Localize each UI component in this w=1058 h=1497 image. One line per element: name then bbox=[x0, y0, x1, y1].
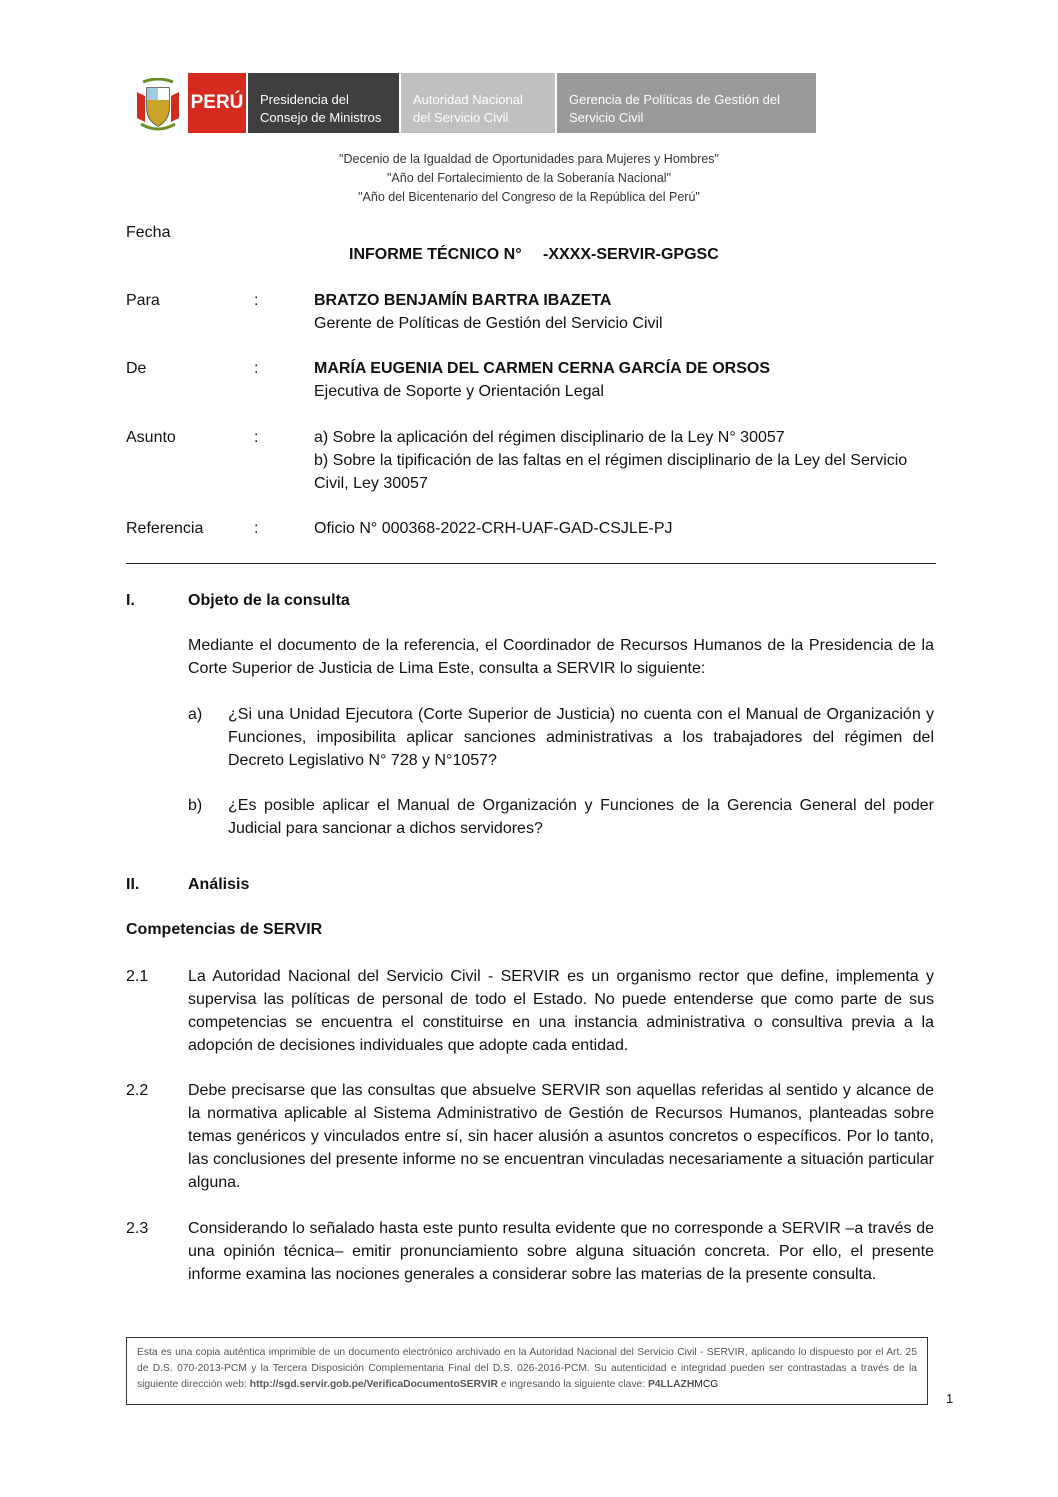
asunto-item-b: b) Sobre la tipificación de las faltas en el régimen disciplinario de la Ley del Servicio Civil, Ley 30057 bbox=[314, 452, 908, 492]
question-b-text: ¿Es posible aplicar el Manual de Organización y Funciones de la Gerencia General del poder Judicial para sancionar a dichos servidores? bbox=[228, 797, 934, 837]
verification-key-suffix: MCG bbox=[694, 1379, 719, 1390]
referencia-colon: : bbox=[254, 520, 259, 537]
paragraph-2-3-number: 2.3 bbox=[126, 1220, 149, 1237]
institution-servir: Autoridad Nacional del Servicio Civil bbox=[401, 73, 555, 133]
notice-text: Esta es una copia auténtica imprimible de un documento electrónico archivado en la Autoridad Nacional del Servicio Civil - SERVIR, aplicando lo dispuesto por el Art. 25 de D.S. 070-2013-PCM y la Tercera Disposición Complementaria Final del D.S. 026-2016-PCM. Su autenticidad e integridad pueden ser contrastadas a través de la siguiente dirección web: bbox=[137, 1347, 917, 1390]
asunto-item-a: a) Sobre la aplicación del régimen disciplinario de la Ley N° 30057 bbox=[314, 429, 785, 446]
referencia-label: Referencia bbox=[126, 520, 204, 537]
recipient-name: BRATZO BENJAMÍN BARTRA IBAZETA bbox=[314, 292, 612, 309]
slogan-decade: "Decenio de la Igualdad de Oportunidades para Mujeres y Hombres" bbox=[339, 152, 719, 166]
para-label: Para bbox=[126, 292, 160, 309]
recipient-role: Gerente de Políticas de Gestión del Servicio Civil bbox=[314, 315, 663, 332]
verification-key: P4LLAZH bbox=[647, 1379, 695, 1390]
peru-coat-of-arms-icon bbox=[135, 78, 181, 132]
de-colon: : bbox=[254, 360, 259, 377]
institution-pcm: Presidencia del Consejo de Ministros bbox=[248, 73, 399, 133]
authenticity-notice bbox=[126, 1337, 928, 1405]
fecha-label: Fecha bbox=[126, 224, 171, 241]
question-b-label: b) bbox=[188, 797, 203, 814]
notice-text-key: e ingresando la siguiente clave: bbox=[500, 1379, 646, 1390]
para-colon: : bbox=[254, 292, 259, 309]
header-divider bbox=[126, 563, 936, 564]
section-1-number: I. bbox=[126, 592, 135, 609]
asunto-value bbox=[314, 426, 944, 495]
paragraph-2-3-text: Considerando lo señalado hasta este punto resulta evidente que no corresponde a SERVIR –a través de una opinión técnica– emitir pronunciamiento sobre alguna situación concreta. Por ello, el presente informe examina las nociones generales a considerar sobre las materias de la presente consulta. bbox=[188, 1220, 934, 1283]
report-title-right: -XXXX-SERVIR-GPGSC bbox=[543, 246, 719, 263]
sender-role: Ejecutiva de Soporte y Orientación Legal bbox=[314, 383, 604, 400]
section-2-number: II. bbox=[126, 876, 140, 893]
sender-name: MARÍA EUGENIA DEL CARMEN CERNA GARCÍA DE ORSOS bbox=[314, 360, 771, 377]
paragraph-2-1-number: 2.1 bbox=[126, 968, 149, 985]
page-number: 1 bbox=[946, 1391, 954, 1406]
question-a-text: ¿Si una Unidad Ejecutora (Corte Superior de Justicia) no cuenta con el Manual de Organización y Funciones, imposibilita aplicar sanciones administrativas a los trabajadores del régimen del Decreto Legislativo N° 728 y N°1057? bbox=[228, 706, 934, 769]
section-1-title: Objeto de la consulta bbox=[188, 592, 350, 609]
slogan-bicentenary: "Año del Bicentenario del Congreso de la República del Perú" bbox=[358, 190, 700, 204]
de-sender bbox=[314, 357, 944, 403]
asunto-label: Asunto bbox=[126, 429, 176, 446]
institution-gpgsc: Gerencia de Políticas de Gestión del Servicio Civil bbox=[557, 73, 816, 133]
para-recipient bbox=[314, 289, 944, 335]
referencia-value: Oficio N° 000368-2022-CRH-UAF-GAD-CSJLE-PJ bbox=[314, 520, 673, 537]
paragraph-2-1-text: La Autoridad Nacional del Servicio Civil - SERVIR es un organismo rector que define, implementa y supervisa las políticas de personal de todo el Estado. No puede entenderse que como parte de sus competencias se encuentra el constituirse en una instancia administrativa o consultiva previa a la adopción de decisiones individuales que adopte cada entidad. bbox=[188, 968, 934, 1054]
slogans bbox=[0, 150, 1058, 207]
verification-url[interactable]: http://sgd.servir.gob.pe/VerificaDocumentoSERVIR bbox=[249, 1379, 498, 1390]
section-2-subtitle: Competencias de SERVIR bbox=[126, 921, 323, 938]
question-a-label: a) bbox=[188, 706, 203, 723]
peru-logo: PERÚ bbox=[188, 73, 246, 133]
paragraph-2-2-number: 2.2 bbox=[126, 1082, 149, 1099]
asunto-colon: : bbox=[254, 429, 259, 446]
slogan-year: "Año del Fortalecimiento de la Soberanía Nacional" bbox=[386, 171, 672, 185]
de-label: De bbox=[126, 360, 147, 377]
section-1-intro: Mediante el documento de la referencia, el Coordinador de Recursos Humanos de la Presidencia de la Corte Superior de Justicia de Lima Este, consulta a SERVIR lo siguiente: bbox=[188, 637, 934, 677]
report-title-left: INFORME TÉCNICO N° bbox=[349, 246, 522, 263]
paragraph-2-2-text: Debe precisarse que las consultas que absuelve SERVIR son aquellas referidas al sentido y alcance de la normativa aplicable al Sistema Administrativo de Gestión de Recursos Humanos, planteadas sobre temas genéricos y vinculados entre sí, sin hacer alusión a asuntos concretos o específicos. Por lo tanto, las conclusiones del presente informe no se encuentran vinculadas necesariamente a situación particular alguna. bbox=[188, 1082, 934, 1191]
section-2-title: Análisis bbox=[188, 876, 250, 893]
